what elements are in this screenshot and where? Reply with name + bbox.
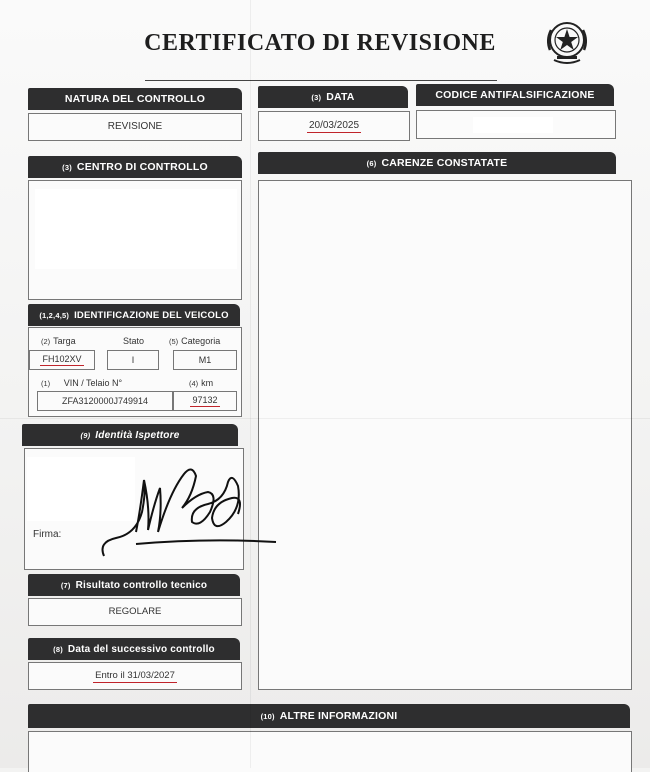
km-num: (4) (189, 379, 199, 388)
paper-fold (0, 418, 650, 419)
successivo-label: Data del successivo controllo (67, 643, 215, 655)
data-label: DATA (326, 91, 355, 103)
risultato-num: (7) (60, 580, 71, 590)
title-rule (145, 80, 497, 81)
km-label: km (201, 378, 214, 388)
identificazione-header (28, 304, 240, 326)
altre-num: (10) (260, 711, 275, 721)
paper-fold (250, 0, 251, 768)
ispettore-num: (9) (80, 430, 91, 440)
risultato-value: REGOLARE (108, 606, 162, 617)
carenze-box (258, 180, 632, 690)
categoria-cell (173, 350, 237, 370)
vin-num: (1) (41, 379, 51, 388)
categoria-label: Categoria (181, 336, 221, 346)
stato-value: I (131, 355, 135, 365)
stato-cell (107, 350, 159, 370)
successivo-value: Entro il 31/03/2027 (95, 670, 175, 681)
identificazione-num: (1,2,4,5) (39, 310, 70, 320)
data-value: 20/03/2025 (308, 120, 360, 131)
risultato-box (28, 598, 242, 626)
km-value: 97132 (192, 395, 218, 405)
targa-num: (2) (41, 337, 51, 346)
data-num: (3) (311, 92, 322, 102)
successivo-header (28, 638, 240, 660)
altre-box (28, 731, 632, 772)
codice-box (416, 110, 616, 139)
successivo-box (28, 662, 242, 690)
natura-box (28, 113, 242, 141)
categoria-num: (5) (169, 337, 179, 346)
targa-label: Targa (53, 336, 76, 346)
centro-label: CENTRO DI CONTROLLO (76, 161, 208, 173)
vin-cell (37, 391, 173, 411)
carenze-header (258, 152, 616, 174)
altre-header (28, 704, 630, 728)
signature-mark (96, 452, 286, 564)
altre-label: ALTRE INFORMAZIONI (279, 710, 398, 722)
carenze-label: CARENZE CONSTATATE (381, 157, 508, 169)
document-title: CERTIFICATO DI REVISIONE (144, 30, 496, 56)
natura-value: REVISIONE (107, 121, 163, 132)
natura-header (28, 88, 242, 110)
data-box (258, 111, 410, 141)
firma-label: Firma: (33, 529, 62, 540)
targa-value: FH102XV (42, 354, 82, 364)
natura-label: NATURA DEL CONTROLLO (64, 93, 206, 105)
risultato-header (28, 574, 240, 596)
carenze-num: (6) (366, 158, 377, 168)
codice-redaction (473, 117, 553, 133)
centro-box (28, 180, 242, 300)
km-cell (173, 391, 237, 411)
centro-header (28, 156, 242, 178)
italian-republic-emblem-icon (542, 16, 592, 68)
ispettore-header (22, 424, 238, 446)
risultato-label: Risultato controllo tecnico (75, 579, 208, 591)
identificazione-label: IDENTIFICAZIONE DEL VEICOLO (74, 309, 229, 321)
successivo-num: (8) (53, 644, 63, 654)
stato-label: Stato (123, 336, 145, 346)
codice-label: CODICE ANTIFALSIFICAZIONE (435, 89, 595, 101)
vin-value: ZFA3120000J749914 (61, 396, 149, 406)
centro-num: (3) (62, 162, 72, 172)
codice-header (416, 84, 614, 106)
targa-cell (29, 350, 95, 370)
categoria-value: M1 (198, 355, 212, 365)
centro-redaction (35, 189, 237, 269)
ispettore-label: Identità Ispettore (95, 429, 180, 441)
data-header (258, 86, 408, 108)
vin-label: VIN / Telaio N° (63, 378, 123, 388)
identificazione-box (28, 327, 242, 417)
